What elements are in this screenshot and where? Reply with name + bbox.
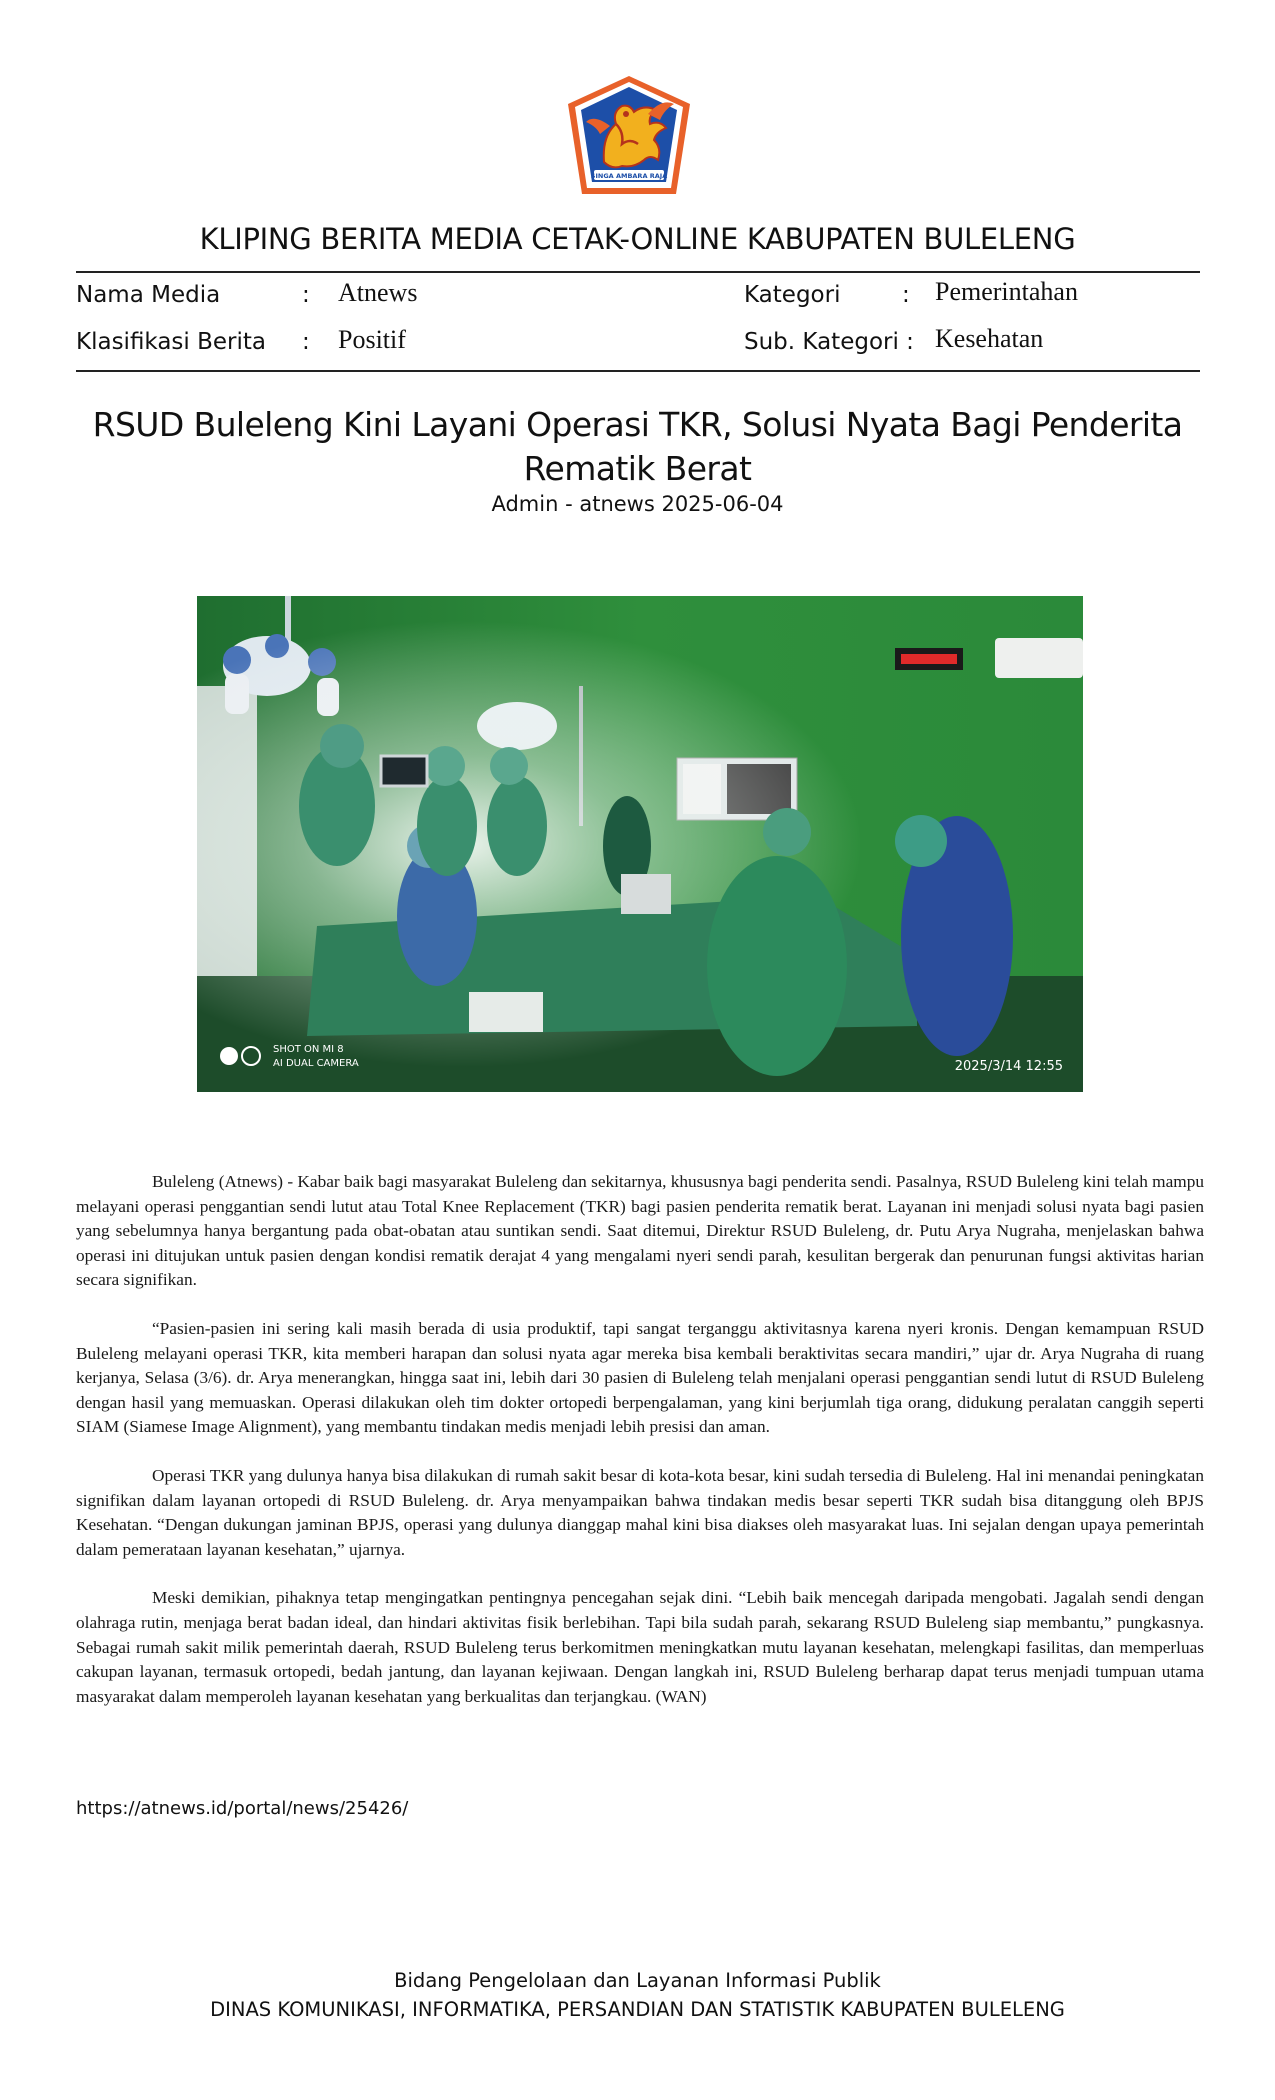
sub-kategori-label: Sub. Kategori : [744, 329, 914, 355]
photo-watermark-line1: SHOT ON MI 8 [273, 1044, 344, 1055]
source-url: https://atnews.id/portal/news/25426/ [76, 1798, 409, 1819]
footer-department: Bidang Pengelolaan dan Layanan Informasi Publik [394, 1969, 881, 1992]
media-name-colon: : [302, 282, 310, 308]
article-paragraph: Meski demikian, pihaknya tetap mengingatkan pentingnya pencegahan sejak dini. “Lebih baik mencegah daripada mengobati. Jagalah sendi dengan olahraga rutin, menjaga berat badan ideal, dan hindari aktivitas fisik berlebihan. Tapi bila sudah parah, sekarang RSUD Buleleng siap membantu,” pungkasnya. Sebagai rumah sakit milik pemerintah daerah, RSUD Buleleng terus berkomitmen meningkatkan mutu layanan kesehatan, melengkapi fasilitas, dan memperluas cakupan layanan, termasuk ortopedi, bedah jantung, dan layanan kejiwaan. Dengan langkah ini, RSUD Buleleng berharap dapat terus menjadi tumpuan utama masyarakat dalam memperoleh layanan kesehatan yang berkualitas dan terjangkau. (WAN) [76, 1588, 1204, 1706]
media-name-label: Nama Media [76, 282, 221, 308]
kliping-header-title: KLIPING BERITA MEDIA CETAK-ONLINE KABUPATEN BULELENG [199, 222, 1076, 256]
photo-timestamp: 2025/3/14 12:55 [954, 1059, 1063, 1074]
kategori-value: Pemerintahan [935, 277, 1078, 306]
klasifikasi-colon: : [302, 329, 310, 355]
article-byline: Admin - atnews 2025-06-04 [491, 492, 784, 516]
header-rule-top [76, 271, 1200, 273]
sub-kategori-value: Kesehatan [935, 324, 1044, 353]
header-rule-bottom [76, 370, 1200, 372]
media-name-value: Atnews [338, 278, 418, 307]
klasifikasi-value: Positif [338, 325, 406, 354]
kategori-label: Kategori [744, 282, 841, 308]
article-body [76, 1170, 1204, 1733]
klasifikasi-label: Klasifikasi Berita [76, 329, 267, 355]
article-paragraph: Buleleng (Atnews) - Kabar baik bagi masyarakat Buleleng dan sekitarnya, khususnya bagi penderita sendi. Pasalnya, RSUD Buleleng kini telah mampu melayani operasi penggantian sendi lutut atau Total Knee Replacement (TKR) bagi pasien penderita rematik berat. Layanan ini menjadi solusi nyata bagi pasien yang sebelumnya hanya bergantung pada obat-obatan atau suntikan sendi. Saat ditemui, Direktur RSUD Buleleng, dr. Putu Arya Nugraha, menjelaskan bahwa operasi ini ditujukan untuk pasien dengan kondisi rematik derajat 4 yang mengalami nyeri sendi parah, kesulitan bergerak dan penurunan fungsi aktivitas harian secara signifikan. [76, 1172, 1204, 1290]
article-title: RSUD Buleleng Kini Layani Operasi TKR, Solusi Nyata Bagi Penderita Rematik Berat [92, 405, 1183, 488]
logo-motto: SINGA AMBARA RAJA [590, 172, 668, 180]
article-paragraph: Operasi TKR yang dulunya hanya bisa dilakukan di rumah sakit besar di kota-kota besar, kini sudah tersedia di Buleleng. Hal ini menandai peningkatan signifikan dalam layanan ortopedi di RSUD Buleleng. dr. Arya menyampaikan bahwa tindakan medis besar seperti TKR sudah bisa ditanggung oleh BPJS Kesehatan. “Dengan dukungan jaminan BPJS, operasi yang dulunya dianggap mahal kini bisa diakses oleh masyarakat luas. Ini sejalan dengan upaya pemerintah dalam pemerataan layanan kesehatan,” ujarnya. [76, 1465, 1204, 1559]
footer-office: DINAS KOMUNIKASI, INFORMATIKA, PERSANDIAN DAN STATISTIK KABUPATEN BULELENG [210, 1998, 1065, 2021]
article-paragraph: “Pasien-pasien ini sering kali masih berada di usia produktif, tapi sangat terganggu aktivitasnya karena nyeri kronis. Dengan kemampuan RSUD Buleleng melayani operasi TKR, kita memberi harapan dan solusi nyata agar mereka bisa kembali beraktivitas secara mandiri,” ujar dr. Arya Nugraha di ruang kerjanya, Selasa (3/6). dr. Arya menerangkan, hingga saat ini, lebih dari 30 pasien di Buleleng telah menjalani operasi penggantian sendi lutut di RSUD Buleleng dengan hasil yang memuaskan. Operasi dilakukan oleh tim dokter ortopedi berpengalaman, yang kini berjumlah tiga orang, didukung peralatan canggih seperti SIAM (Siamese Image Alignment), yang membantu tindakan medis menjadi lebih presisi dan aman. [76, 1318, 1204, 1437]
photo-watermark-line2: AI DUAL CAMERA [273, 1058, 359, 1069]
kategori-colon: : [902, 282, 910, 308]
surgery-photo [197, 596, 1083, 1092]
buleleng-emblem-logo [564, 74, 694, 202]
